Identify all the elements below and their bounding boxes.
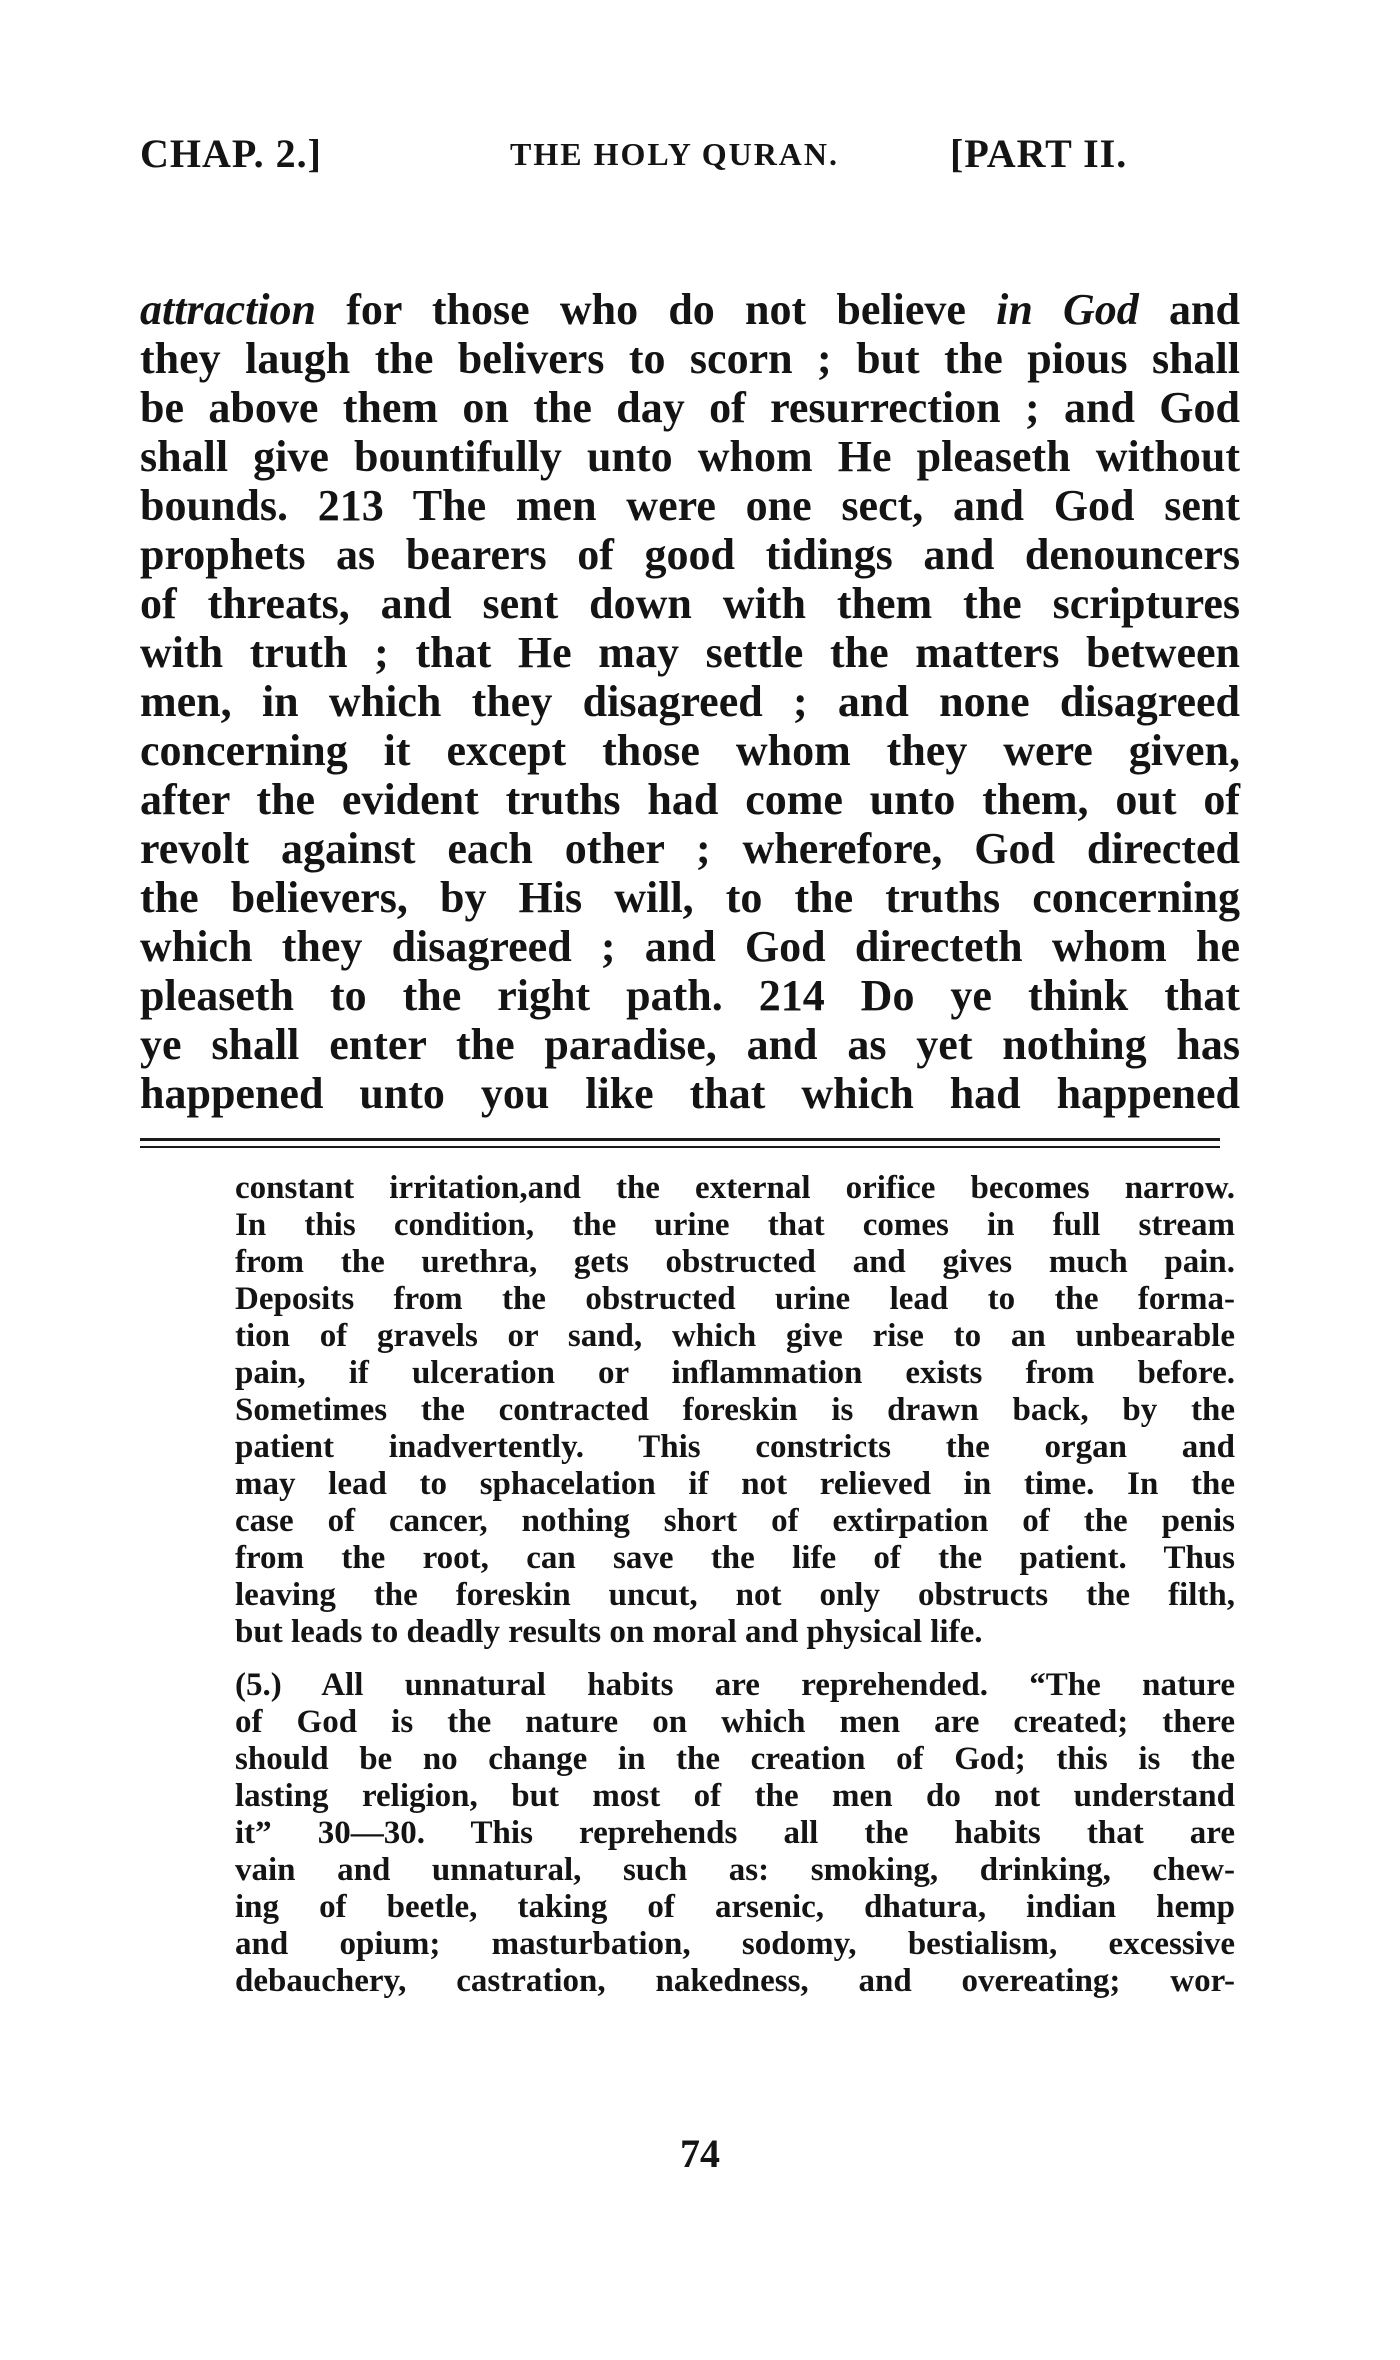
footnote-line: from the urethra, gets obstructed and gives much pain. [235, 1244, 1235, 1280]
footnote-line: patient inadvertently. This constricts the organ and [235, 1429, 1235, 1465]
main-text-line: men, in which they disagreed ; and none disagreed [140, 677, 1240, 726]
text-run: for those who do not believe [316, 285, 997, 334]
footnote-line: In this condition, the urine that comes in full stream [235, 1207, 1235, 1243]
footnote-line: and opium; masturbation, sodomy, bestialism, excessive [235, 1926, 1235, 1962]
main-text-line: of threats, and sent down with them the scriptures [140, 579, 1240, 628]
main-text-line: the believers, by His will, to the truths concerning [140, 873, 1240, 922]
main-text-line: bounds. 213 The men were one sect, and God sent [140, 481, 1240, 530]
text-run: and [1138, 285, 1240, 334]
italic-word: attraction [140, 285, 317, 334]
main-text-line: they laugh the belivers to scorn ; but the pious shall [140, 334, 1240, 383]
footnote-line: it” 30—30. This reprehends all the habits that are [235, 1815, 1235, 1851]
main-text-line: after the evident truths had come unto them, out of [140, 775, 1240, 824]
main-text-line [140, 285, 1240, 334]
chapter-label: CHAP. 2.] [140, 131, 322, 176]
footnote-line: leaving the foreskin uncut, not only obstructs the filth, [235, 1577, 1235, 1613]
footnote-line: (5.) All unnatural habits are reprehended. “The nature [235, 1667, 1235, 1703]
paragraph-gap [235, 1651, 1235, 1667]
main-text-line: ye shall enter the paradise, and as yet nothing has [140, 1020, 1240, 1069]
footnote [235, 1170, 1235, 2000]
footnote-line: may lead to sphacelation if not relieved in time. In the [235, 1466, 1235, 1502]
footnote-line: should be no change in the creation of God; this is the [235, 1741, 1235, 1777]
footnote-line: but leads to deadly results on moral and physical life. [235, 1614, 983, 1650]
footnote-line: vain and unnatural, such as: smoking, drinking, chew- [235, 1852, 1235, 1888]
running-header [140, 130, 1240, 190]
main-text-line: pleaseth to the right path. 214 Do ye think that [140, 971, 1240, 1020]
main-text-line: which they disagreed ; and God directeth whom he [140, 922, 1240, 971]
main-text-line: with truth ; that He may settle the matters between [140, 628, 1240, 677]
footnote-line: debauchery, castration, nakedness, and overeating; wor- [235, 1963, 1235, 1999]
footnote-line: case of cancer, nothing short of extirpation of the penis [235, 1503, 1235, 1539]
footnote-line: tion of gravels or sand, which give rise to an unbearable [235, 1318, 1235, 1354]
footnote-divider [140, 1146, 1220, 1148]
footnote-line: pain, if ulceration or inflammation exists from before. [235, 1355, 1235, 1391]
page-number: 74 [680, 2131, 720, 2176]
main-text-line: prophets as bearers of good tidings and denouncers [140, 530, 1240, 579]
italic-phrase: in God [996, 285, 1139, 334]
main-text-line: shall give bountifully unto whom He pleaseth without [140, 432, 1240, 481]
footnote-line: constant irritation,and the external orifice becomes narrow. [235, 1170, 1235, 1206]
book-title: THE HOLY QURAN. [510, 136, 840, 172]
main-text-line: concerning it except those whom they were given, [140, 726, 1240, 775]
footnote-line: Sometimes the contracted foreskin is drawn back, by the [235, 1392, 1235, 1428]
main-text-line: happened unto you like that which had happened [140, 1069, 1240, 1118]
part-label: [PART II. [950, 131, 1128, 176]
main-text-line: revolt against each other ; wherefore, God directed [140, 824, 1240, 873]
footnote-line: from the root, can save the life of the patient. Thus [235, 1540, 1235, 1576]
footnote-line: Deposits from the obstructed urine lead to the forma- [235, 1281, 1235, 1317]
footnote-divider [140, 1138, 1220, 1141]
footnote-line: of God is the nature on which men are created; there [235, 1704, 1235, 1740]
main-text-line: be above them on the day of resurrection ; and God [140, 383, 1240, 432]
main-text [140, 285, 1240, 1118]
footnote-line: ing of beetle, taking of arsenic, dhatura, indian hemp [235, 1889, 1235, 1925]
footnote-line: lasting religion, but most of the men do not understand [235, 1778, 1235, 1814]
